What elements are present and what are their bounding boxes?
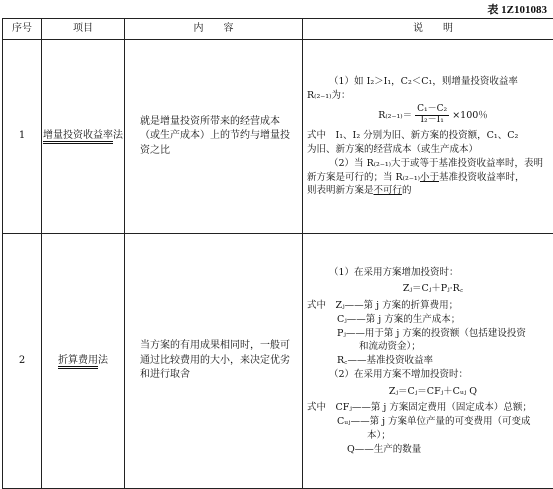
table-row (3, 234, 553, 489)
desc-line: （2）当 R₍₂₋₁₎大于或等于基准投资收益率时，表明 (307, 157, 553, 171)
desc-line: Pⱼ——用于第 j 方案的投资额（包括建设投资 (307, 327, 553, 341)
desc-line: 式中 I₁、I₂ 分别为旧、新方案的投资额，C₁、C₂ (307, 129, 553, 143)
row-item (42, 40, 125, 234)
desc-line: Cᵤⱼ——第 j 方案单位产量的可变费用（可变成 (307, 415, 553, 429)
desc-line: R₍₂₋₁₎为： (307, 89, 553, 103)
desc-text: 新方案是可行的；当 R₍₂₋₁₎ (307, 172, 420, 183)
row-content (125, 234, 303, 489)
desc-line: R꜀——基准投资收益率 (307, 354, 553, 368)
desc-line: 式中 CFⱼ——第 j 方案固定费用（固定成本）总额； (307, 401, 553, 415)
row-description (303, 234, 553, 489)
header-row (3, 19, 553, 40)
fraction-denominator: I₂－I₁ (415, 116, 449, 126)
row-content (125, 40, 303, 234)
header-item: 项目 (42, 19, 125, 40)
comparison-table (2, 18, 553, 489)
formula: Zⱼ＝Cⱼ＋Pⱼ·R꜀ (307, 282, 553, 296)
desc-line: Q——生产的数量 (307, 443, 553, 457)
header-content: 内 容 (125, 19, 303, 40)
content-text: 就是增量投资所带来的经营成本（或生产成本）上的节约与增量投资之比 (126, 115, 301, 159)
table-row (3, 40, 553, 234)
desc-text: 基准投资收益率时， (439, 172, 525, 183)
row-item (42, 234, 125, 489)
table-label: 表 1Z101083 (487, 1, 547, 17)
desc-line: （1）在采用方案增加投资时： (307, 266, 553, 280)
desc-line: 式中 Zⱼ——第 j 方案的折算费用； (307, 299, 553, 313)
formula (307, 105, 553, 126)
desc-line: （1）如 I₂＞I₁，C₂＜C₁，则增量投资收益率 (307, 75, 553, 89)
row-number: 2 (3, 234, 42, 489)
item-suffix: 法 (113, 130, 123, 141)
desc-line: Cⱼ——第 j 方案的生产成本； (307, 313, 553, 327)
row-number: 1 (3, 40, 42, 234)
item-term: 增量投资收益率 (43, 130, 113, 144)
row-description (303, 40, 553, 234)
desc-line (307, 171, 553, 185)
formula-right: ×100％ (452, 110, 488, 121)
desc-line (307, 184, 553, 198)
underlined-text: 不可行 (374, 185, 403, 196)
desc-line: 为旧、新方案的经营成本（或生产成本） (307, 143, 553, 157)
desc-line: 和流动资金）； (307, 340, 553, 354)
item-suffix: 法 (98, 355, 108, 366)
header-no: 序号 (3, 19, 42, 40)
fraction-numerator: C₁－C₂ (415, 105, 449, 116)
content-text: 当方案的有用成果相同时，一般可通过比较费用的大小，来决定优劣和进行取舍 (126, 339, 301, 383)
underlined-text: 小于 (420, 172, 439, 183)
desc-text: 则表明新方案是 (307, 185, 374, 196)
desc-text: 的 (402, 185, 412, 196)
fraction (415, 105, 449, 126)
formula: Zⱼ＝Cⱼ＝CFⱼ＋Cᵤⱼ Q (307, 385, 553, 399)
formula-left: R₍₂₋₁₎＝ (378, 110, 412, 121)
item-term: 折算费用 (58, 355, 98, 369)
desc-line: （2）在采用方案不增加投资时： (307, 368, 553, 382)
header-desc: 说 明 (303, 19, 553, 40)
desc-line: 本）； (307, 429, 553, 443)
